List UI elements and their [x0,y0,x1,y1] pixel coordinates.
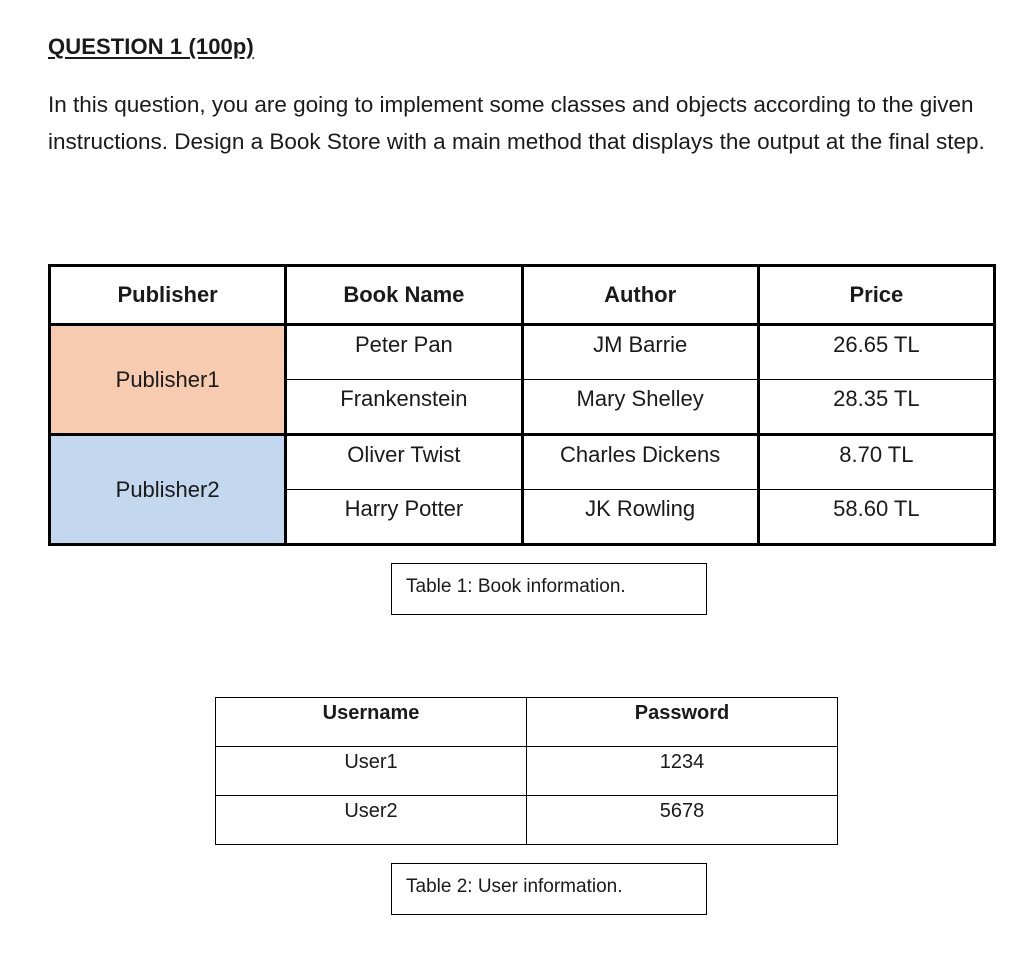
column-header-price: Price [758,266,994,325]
column-header-book-name: Book Name [286,266,522,325]
price-cell: 58.60 TL [758,490,994,545]
question-intro: In this question, you are going to implement some classes and objects according to the given instructions. Design a Book Store with a main method that displays the output at the final step. [48,92,985,154]
book-name-cell: Oliver Twist [286,435,522,490]
column-header-author: Author [522,266,758,325]
table-header-row [50,266,995,325]
username-cell: User2 [216,796,527,845]
password-cell: 5678 [527,796,838,845]
table-row [216,796,838,845]
table-2-caption: Table 2: User information. [391,863,707,915]
column-header-password: Password [527,698,838,747]
column-header-username: Username [216,698,527,747]
price-cell: 8.70 TL [758,435,994,490]
table-row [50,435,995,490]
question-heading: QUESTION 1 (100p) [48,34,254,59]
price-cell: 28.35 TL [758,380,994,435]
price-cell: 26.65 TL [758,325,994,380]
table-header-row [216,698,838,747]
author-cell: Charles Dickens [522,435,758,490]
column-header-publisher: Publisher [50,266,286,325]
username-cell: User1 [216,747,527,796]
publisher-cell-publisher2: Publisher2 [50,435,286,545]
table-1-caption: Table 1: Book information. [391,563,707,615]
table-row [50,325,995,380]
password-cell: 1234 [527,747,838,796]
book-name-cell: Peter Pan [286,325,522,380]
publisher-cell-publisher1: Publisher1 [50,325,286,435]
user-information-table [215,697,838,845]
book-name-cell: Harry Potter [286,490,522,545]
author-cell: JM Barrie [522,325,758,380]
book-information-table [48,264,996,546]
table-row [216,747,838,796]
book-name-cell: Frankenstein [286,380,522,435]
author-cell: JK Rowling [522,490,758,545]
author-cell: Mary Shelley [522,380,758,435]
